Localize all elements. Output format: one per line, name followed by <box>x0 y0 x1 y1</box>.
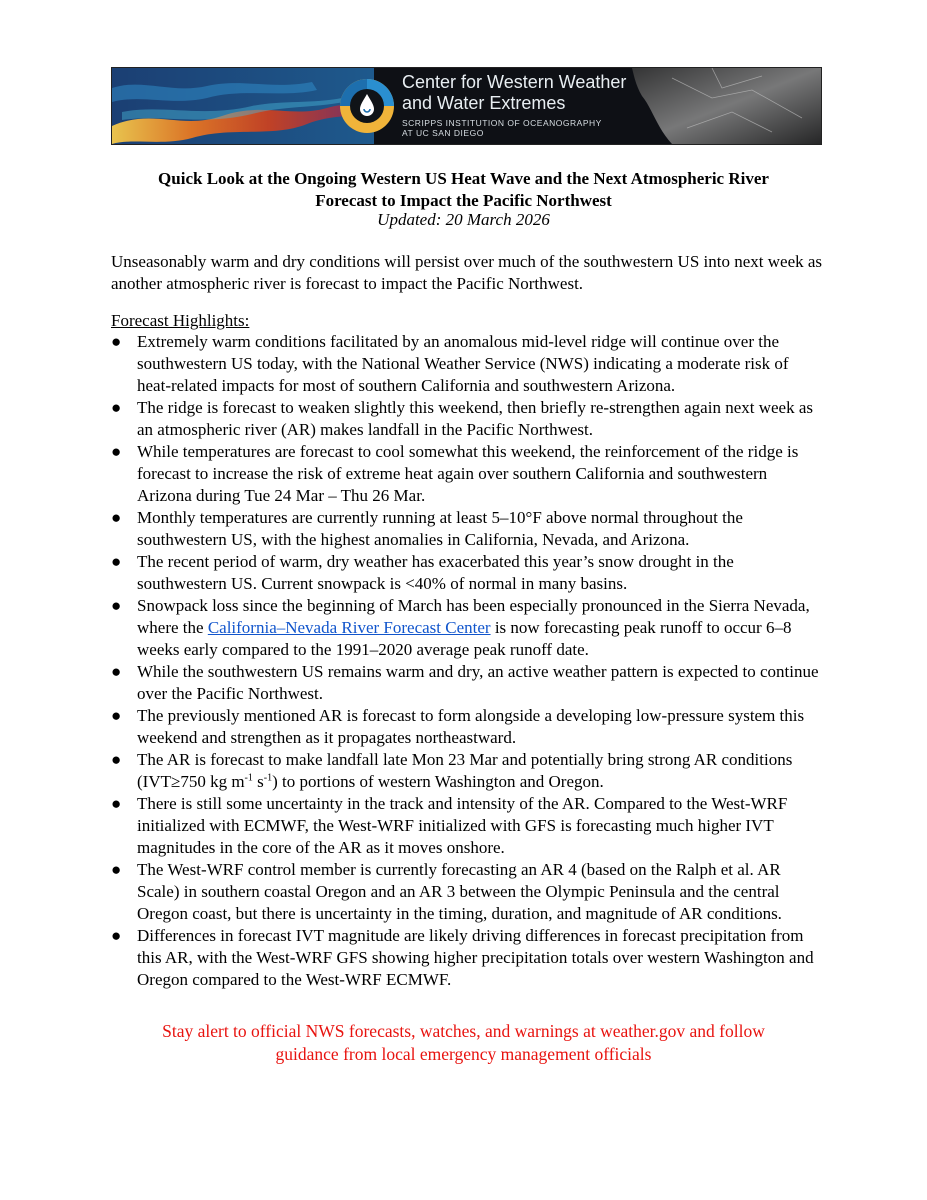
bullet-icon: ● <box>111 706 122 725</box>
highlight-text-mid: s <box>252 772 264 791</box>
highlight-text-before: Snowpack loss since the beginning of March has been especially pronounced in the Sierra Nevada, where the <box>137 596 810 637</box>
document-title <box>60 168 867 212</box>
bullet-icon: ● <box>111 552 122 571</box>
highlight-text-after: is now forecasting peak runoff to occur 6–8 weeks early compared to the 1991–2020 average peak runoff date. <box>137 618 792 659</box>
highlight-text: There is still some uncertainty in the track and intensity of the AR. Compared to the West-WRF initialized with ECMWF, the West-WRF initialized with GFS is forecasting much higher IVT magnitudes in the core of the AR as it moves onshore. <box>137 794 788 857</box>
banner-title <box>402 72 626 114</box>
forecast-highlights-heading: Forecast Highlights: <box>111 311 250 330</box>
highlight-text: While temperatures are forecast to cool somewhat this weekend, the reinforcement of the ridge is forecast to increase the risk of extreme heat again over southern California and southwestern Arizona during Tue 24 Mar – Thu 26 Mar. <box>137 442 799 505</box>
bullet-icon: ● <box>111 332 122 351</box>
bullet-icon: ● <box>111 508 122 527</box>
highlight-item <box>111 925 823 991</box>
banner-subtitle-line1: SCRIPPS INSTITUTION OF OCEANOGRAPHY <box>402 118 602 128</box>
highlight-text-after: ) to portions of western Washington and Oregon. <box>272 772 604 791</box>
highlight-item <box>111 749 823 793</box>
highlight-text: The ridge is forecast to weaken slightly this weekend, then briefly re-strengthen again next week as an atmospheric river (AR) makes landfall in the Pacific Northwest. <box>137 398 813 439</box>
safety-alert <box>60 1020 867 1066</box>
banner-title-line2: and Water Extremes <box>402 93 566 113</box>
bullet-icon: ● <box>111 794 122 813</box>
highlight-text: Differences in forecast IVT magnitude are likely driving differences in forecast precipitation from this AR, with the West-WRF GFS showing higher precipitation totals over western Washington and Oregon compared to the West-WRF ECMWF. <box>137 926 814 989</box>
banner-image <box>111 67 822 145</box>
banner-title-line1: Center for Western Weather <box>402 72 627 92</box>
highlight-text <box>137 596 810 659</box>
safety-alert-line1: Stay alert to official NWS forecasts, watches, and warnings at weather.gov and follow <box>162 1021 765 1041</box>
highlight-text: The West-WRF control member is currently forecasting an AR 4 (based on the Ralph et al. AR Scale) in southern coastal Oregon and an AR 3 between the Olympic Peninsula and the central Oregon coast, but there is uncertainty in the timing, duration, and magnitude of AR conditions. <box>137 860 782 923</box>
document-title-line1: Quick Look at the Ongoing Western US Heat Wave and the Next Atmospheric River <box>158 169 769 188</box>
cw3e-logo-icon <box>340 79 394 133</box>
cnrfc-link[interactable]: California–Nevada River Forecast Center <box>207 618 491 637</box>
bullet-icon: ● <box>111 398 122 417</box>
highlight-item <box>111 507 823 551</box>
highlight-text-before: The AR is forecast to make landfall late Mon 23 Mar and potentially bring strong AR conditions (IVT≥750 kg m <box>137 750 793 791</box>
forecast-highlights-list <box>111 331 823 991</box>
highlight-item <box>111 595 823 661</box>
banner-subtitle-line2: AT UC SAN DIEGO <box>402 128 484 138</box>
banner-subtitle <box>402 118 602 138</box>
bullet-icon: ● <box>111 860 122 879</box>
safety-alert-line2: guidance from local emergency management officials <box>275 1044 652 1064</box>
highlight-item <box>111 397 823 441</box>
bullet-icon: ● <box>111 662 122 681</box>
bullet-icon: ● <box>111 442 122 461</box>
bullet-icon: ● <box>111 750 122 769</box>
updated-date: Updated: 20 March 2026 <box>377 210 550 229</box>
highlight-item <box>111 705 823 749</box>
highlight-item <box>111 331 823 397</box>
bullet-icon: ● <box>111 596 122 615</box>
highlight-text: Monthly temperatures are currently running at least 5–10°F above normal throughout the southwestern US, with the highest anomalies in California, Nevada, and Arizona. <box>137 508 743 549</box>
highlight-item <box>111 661 823 705</box>
highlight-item <box>111 551 823 595</box>
highlight-text: Extremely warm conditions facilitated by an anomalous mid-level ridge will continue over the southwestern US today, with the National Weather Service (NWS) indicating a moderate risk of heat-related impacts for most of southern California and southwestern Arizona. <box>137 332 789 395</box>
highlight-item <box>111 859 823 925</box>
superscript: -1 <box>244 772 253 784</box>
highlight-text: The recent period of warm, dry weather has exacerbated this year’s snow drought in the southwestern US. Current snowpack is <40% of normal in many basins. <box>137 552 734 593</box>
highlight-item <box>111 441 823 507</box>
intro-paragraph: Unseasonably warm and dry conditions will persist over much of the southwestern US into next week as another atmospheric river is forecast to impact the Pacific Northwest. <box>111 252 823 293</box>
superscript: -1 <box>263 772 273 784</box>
document-title-line2: Forecast to Impact the Pacific Northwest <box>315 191 612 210</box>
highlight-text: While the southwestern US remains warm and dry, an active weather pattern is expected to continue over the Pacific Northwest. <box>137 662 819 703</box>
highlight-text: The previously mentioned AR is forecast to form alongside a developing low-pressure system this weekend and strengthen as it propagates northeastward. <box>137 706 805 747</box>
highlight-item <box>111 793 823 859</box>
highlight-text <box>137 750 792 791</box>
bullet-icon: ● <box>111 926 122 945</box>
